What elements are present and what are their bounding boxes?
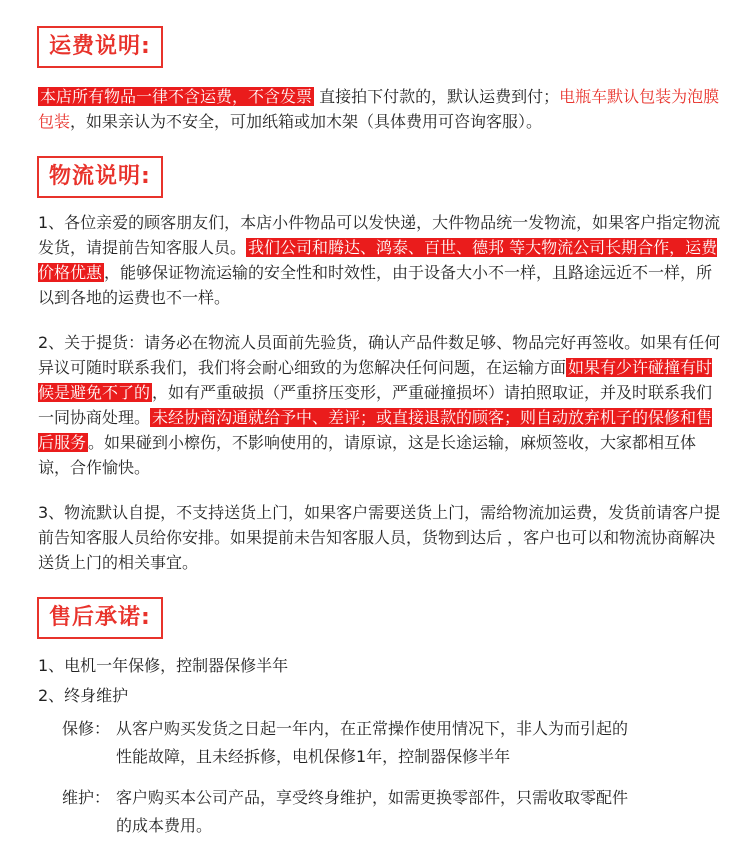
aftersales-heading: 售后承诺: xyxy=(37,597,163,639)
logistics-p2-text-b: ，如有严重破损（严重挤压变形，严重碰撞损坏）请拍照取证，并及时联系我们一同协商处理。 xyxy=(38,383,713,427)
warranty-block xyxy=(62,715,712,771)
maintenance-block xyxy=(62,784,712,840)
aftersales-item-1: 1、电机一年保修，控制器保修半年 xyxy=(38,656,289,675)
shipping-heading: 运费说明: xyxy=(37,26,163,68)
shipping-paragraph xyxy=(38,84,728,134)
logistics-p2-highlight-1: 如果有少许碰撞有时候是避免不了的 xyxy=(38,358,713,402)
logistics-p1-highlight: 我们公司和腾达、鸿泰、百世、德邦 等大物流公司长期合作，运费价格优惠 xyxy=(38,238,718,282)
warranty-line-2: 性能故障，且未经拆修，电机保修1年，控制器保修半年 xyxy=(116,747,511,766)
logistics-p1-text-b: ，能够保证物流运输的安全性和时效性，由于设备大小不一样，且路途远近不一样，所以到各地的运费也不一样。 xyxy=(38,263,713,307)
warranty-label: 保修： xyxy=(62,719,111,738)
maintenance-label: 维护： xyxy=(62,788,111,807)
shipping-text-2: ，如果亲认为不安全，可加纸箱或加木架（具体费用可咨询客服）。 xyxy=(70,112,543,131)
aftersales-item-2: 2、终身维护 xyxy=(38,686,129,705)
logistics-paragraph-2 xyxy=(38,330,728,480)
logistics-paragraph-3: 3、物流默认自提，不支持送货上门，如果客户需要送货上门，需给物流加运费，发货前请客户提前告知客服人员给你安排。如果提前未告知客服人员，货物到达后 ，客户也可以和物流协商解决送货上门的相关事宜。 xyxy=(38,503,721,572)
logistics-heading: 物流说明: xyxy=(37,156,163,198)
shipping-red-note: 电瓶车默认包装为泡膜包装 xyxy=(38,87,720,131)
logistics-paragraph-1 xyxy=(38,210,728,310)
maintenance-line-1: 客户购买本公司产品，享受终身维护，如需更换零部件，只需收取零配件 xyxy=(116,788,629,807)
shipping-highlight: 本店所有物品一律不含运费，不含发票 xyxy=(40,87,313,106)
logistics-p1-text-a: 1、各位亲爱的顾客朋友们，本店小件物品可以发快递，大件物品统一发物流，如果客户指定物流发货，请提前告知客服人员。 xyxy=(38,213,721,257)
logistics-p2-text-a: 2、关于提货：请务必在物流人员面前先验货，确认产品件数足够、物品完好再签收。如果有任何异议可随时联系我们，我们将会耐心细致的为您解决任何问题，在运输方面 xyxy=(38,333,721,377)
logistics-p2-highlight-2: 未经协商沟通就给予中、差评；或直接退款的顾客；则自动放弃机子的保修和售后服务 xyxy=(38,408,713,452)
maintenance-line-2: 的成本费用。 xyxy=(116,816,213,835)
warranty-line-1: 从客户购买发货之日起一年内，在正常操作使用情况下，非人为而引起的 xyxy=(116,719,629,738)
shipping-text-1: 直接拍下付款的，默认运费到付； xyxy=(314,87,560,106)
logistics-p2-text-c: 。如果碰到小檫伤，不影响使用的，请原谅，这是长途运输，麻烦签收，大家都相互体谅，合作愉快。 xyxy=(38,433,697,477)
